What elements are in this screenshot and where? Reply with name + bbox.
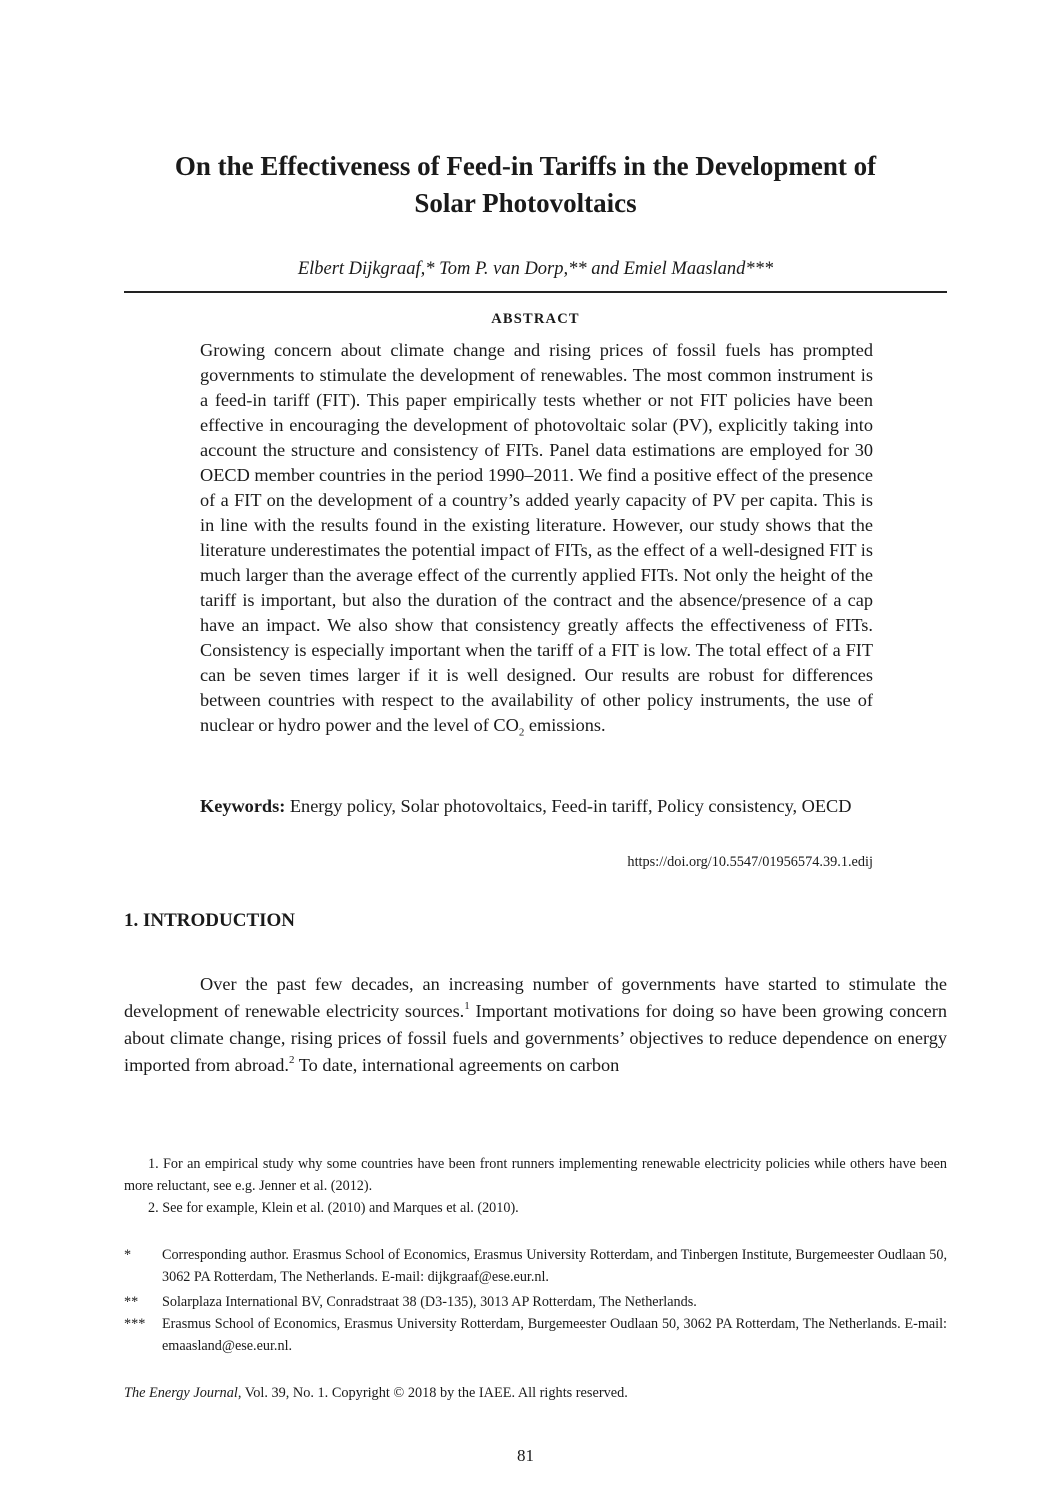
doi-link[interactable]: https://doi.org/10.5547/01956574.39.1.edij (627, 854, 873, 870)
affiliation-text: Solarplaza International BV, Conradstraat 38 (D3-135), 3013 AP Rotterdam, The Netherlands. (162, 1294, 697, 1310)
affiliation-text: Corresponding author. Erasmus School of Economics, Erasmus University Rotterdam, and Tinbergen Institute, Burgemeester Oudlaan 50, 3062 PA Rotterdam, The Netherlands. E-mail: dijkgraaf@ese.eur.nl. (162, 1247, 947, 1285)
paper-title (100, 148, 951, 222)
affiliation-mark: *** (124, 1316, 146, 1332)
abstract-end: emissions. (524, 715, 606, 735)
journal-citation (124, 1383, 628, 1403)
author-list: Elbert Dijkgraaf,* Tom P. van Dorp,** and Emiel Maasland*** (297, 259, 774, 279)
footnote-ref-1[interactable]: 1 (464, 999, 470, 1012)
intro-text-1: Over the past few decades, an increasing number of governments have started to stimulate the development of renewable electricity sources. (124, 974, 947, 1021)
abstract-heading: ABSTRACT (491, 311, 580, 327)
footnote-2: 2. See for example, Klein et al. (2010) and Marques et al. (2010). (148, 1200, 519, 1216)
keywords-label: Keywords: (200, 796, 286, 816)
abstract-body (200, 338, 873, 738)
keywords (200, 794, 873, 819)
abstract-text: Growing concern about climate change and rising prices of fossil fuels has prompted governments to stimulate the development of renewables. The most common instrument is a feed-in tariff (FIT). This paper empirically tests whether or not FIT policies have been effective in encouraging the development of photovoltaic solar (PV), explicitly taking into account the structure and consistency of FITs. Panel data estimations are employed for 30 OECD member countries in the period 1990–2011. We find a positive effect of the presence of a FIT on the development of a country’s added yearly capacity of PV per capita. This is in line with the results found in the existing literature. However, our study shows that the literature underestimates the potential impact of FITs, as the effect of a well-designed FIT is much larger than the average effect of the currently applied FITs. Not only the height of the tariff is important, but also the duration of the contract and the absence/presence of a cap have an impact. We also show that consistency greatly affects the effectiveness of FITs. Consistency is especially important when the tariff of a FIT is low. The total effect of a FIT can be seven times larger if it is well designed. Our results are robust for differences between countries with respect to the availability of other policy instruments, the use of nuclear or hydro power and the level of CO (200, 340, 873, 735)
title-line-1: On the Effectiveness of Feed-in Tariffs in the Development of (174, 151, 877, 181)
footnote-1: 1. For an empirical study why some countries have been front runners implementing renewable electricity policies while others have been more reluctant, see e.g. Jenner et al. (2012). (124, 1156, 947, 1194)
intro-text-2: Important motivations for doing so have been growing concern about climate change, rising prices of fossil fuels and governments’ objectives to reduce dependence on energy imported from abroad. (124, 1001, 947, 1075)
affiliation-text: Erasmus School of Economics, Erasmus University Rotterdam, Burgemeester Oudlaan 50, 3062 PA Rotterdam, The Netherlands. E-mail: emaasland@ese.eur.nl. (162, 1316, 947, 1354)
page-number: 81 (517, 1446, 534, 1465)
co2-subscript: 2 (518, 726, 525, 739)
journal-name: The Energy Journal (124, 1385, 238, 1401)
keywords-text: Energy policy, Solar photovoltaics, Feed-in tariff, Policy consistency, OECD (285, 796, 852, 816)
intro-text-3: To date, international agreements on carbon (294, 1055, 620, 1075)
intro-paragraph (124, 971, 947, 1079)
affiliation-mark: * (124, 1247, 132, 1263)
journal-details: , Vol. 39, No. 1. Copyright © 2018 by the IAEE. All rights reserved. (237, 1385, 628, 1401)
affiliation-mark: ** (124, 1294, 139, 1310)
section-heading-introduction: 1. INTRODUCTION (124, 910, 296, 931)
title-line-2: Solar Photovoltaics (414, 188, 637, 218)
header-divider (124, 291, 947, 293)
footnote-ref-2[interactable]: 2 (289, 1053, 295, 1066)
